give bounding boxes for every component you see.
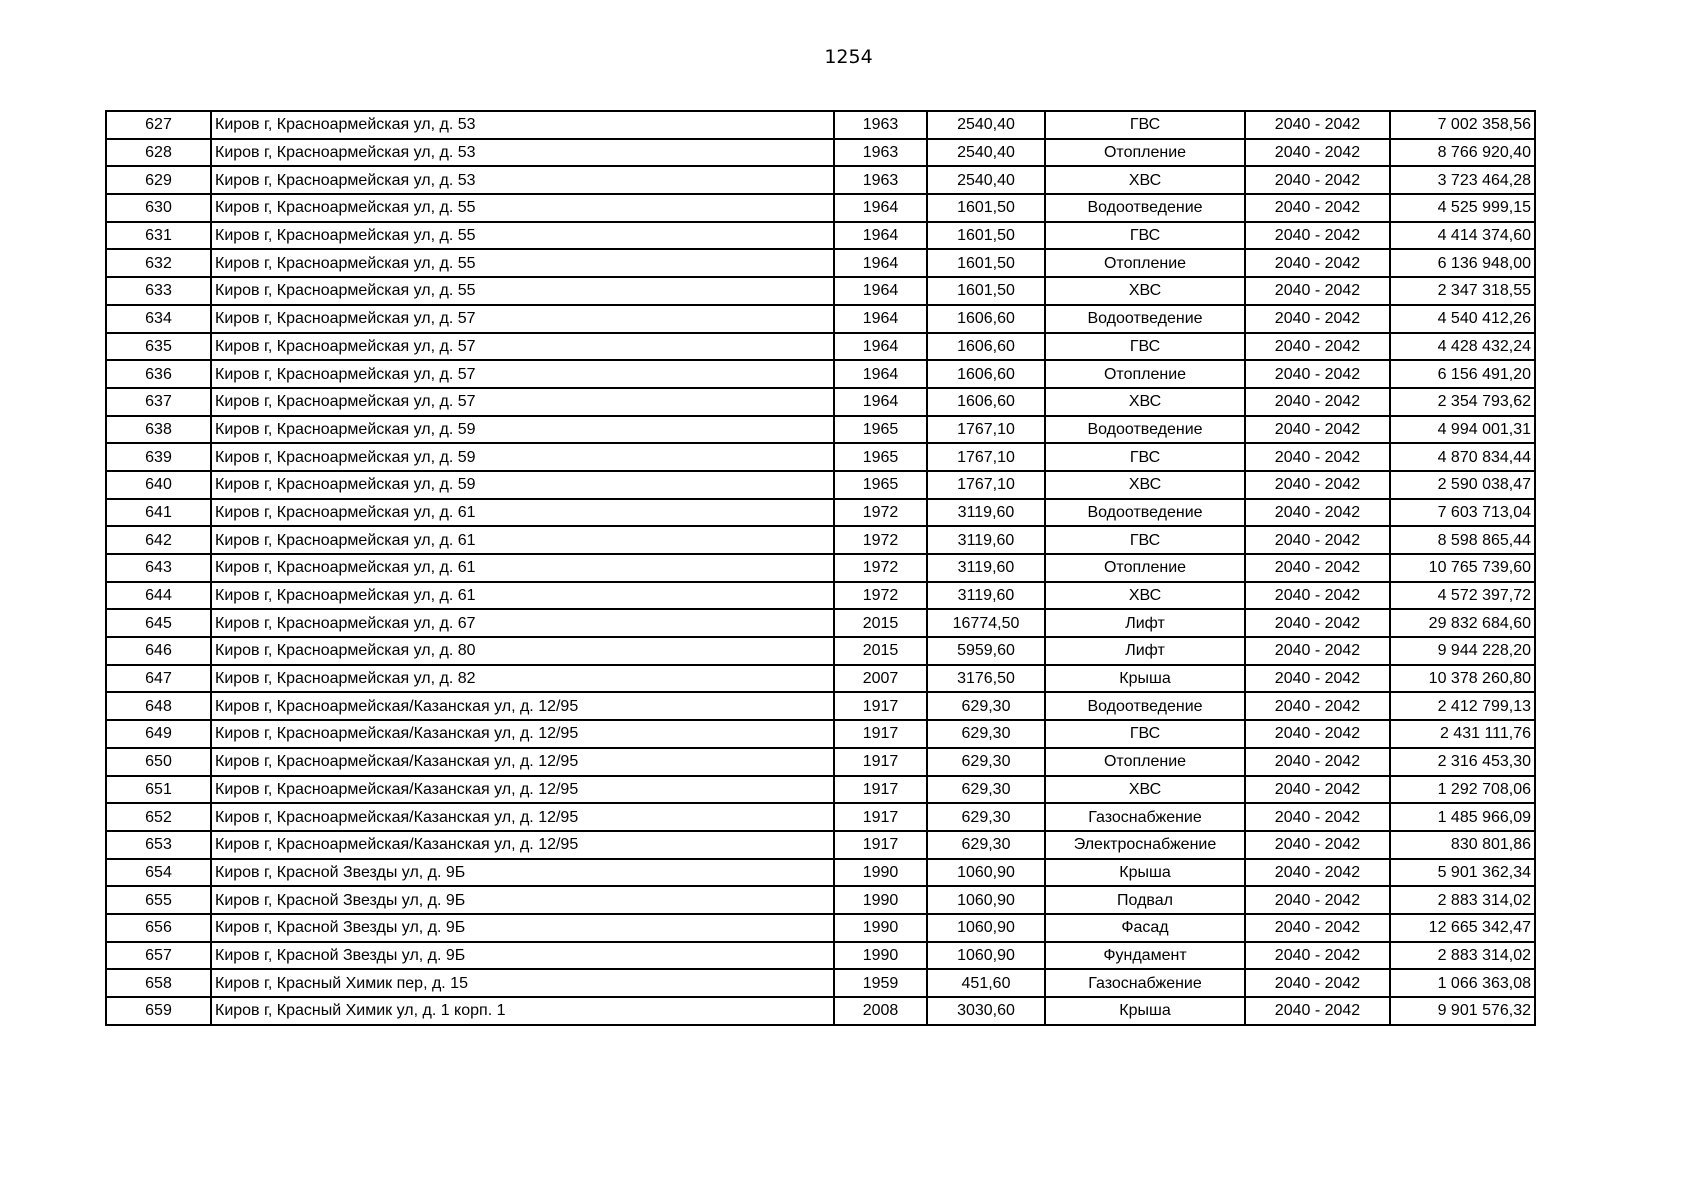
work-type-cell: Крыша: [1045, 859, 1245, 887]
period-cell: 2040 - 2042: [1245, 166, 1390, 194]
row-number-cell: 628: [106, 139, 211, 167]
work-type-cell: Отопление: [1045, 139, 1245, 167]
cost-cell: 9 944 228,20: [1390, 637, 1535, 665]
work-type-cell: Фасад: [1045, 914, 1245, 942]
year-built-cell: 2007: [834, 665, 927, 693]
row-number-cell: 647: [106, 665, 211, 693]
address-cell: Киров г, Красной Звезды ул, д. 9Б: [211, 859, 834, 887]
area-cell: 16774,50: [927, 609, 1045, 637]
row-number-cell: 658: [106, 969, 211, 997]
year-built-cell: 2015: [834, 609, 927, 637]
table-row: [106, 166, 1535, 194]
address-cell: Киров г, Красной Звезды ул, д. 9Б: [211, 886, 834, 914]
period-cell: 2040 - 2042: [1245, 360, 1390, 388]
row-number-cell: 641: [106, 499, 211, 527]
row-number-cell: 642: [106, 526, 211, 554]
table-row: [106, 914, 1535, 942]
address-cell: Киров г, Красноармейская ул, д. 53: [211, 139, 834, 167]
work-type-cell: ХВС: [1045, 277, 1245, 305]
period-cell: 2040 - 2042: [1245, 499, 1390, 527]
area-cell: 2540,40: [927, 166, 1045, 194]
cost-cell: 4 572 397,72: [1390, 582, 1535, 610]
cost-cell: 4 994 001,31: [1390, 416, 1535, 444]
period-cell: 2040 - 2042: [1245, 942, 1390, 970]
area-cell: 1060,90: [927, 859, 1045, 887]
cost-cell: 2 431 111,76: [1390, 720, 1535, 748]
period-cell: 2040 - 2042: [1245, 526, 1390, 554]
address-cell: Киров г, Красноармейская ул, д. 67: [211, 609, 834, 637]
cost-cell: 8 598 865,44: [1390, 526, 1535, 554]
year-built-cell: 1964: [834, 333, 927, 361]
cost-cell: 2 316 453,30: [1390, 748, 1535, 776]
address-cell: Киров г, Красноармейская ул, д. 55: [211, 277, 834, 305]
table-row: [106, 609, 1535, 637]
cost-cell: 2 590 038,47: [1390, 471, 1535, 499]
table-row: [106, 526, 1535, 554]
row-number-cell: 631: [106, 222, 211, 250]
row-number-cell: 656: [106, 914, 211, 942]
table-row: [106, 886, 1535, 914]
work-type-cell: Отопление: [1045, 360, 1245, 388]
address-cell: Киров г, Красный Химик пер, д. 15: [211, 969, 834, 997]
area-cell: 1060,90: [927, 914, 1045, 942]
cost-cell: 8 766 920,40: [1390, 139, 1535, 167]
area-cell: 3119,60: [927, 499, 1045, 527]
year-built-cell: 1965: [834, 443, 927, 471]
year-built-cell: 1959: [834, 969, 927, 997]
table-row: [106, 222, 1535, 250]
period-cell: 2040 - 2042: [1245, 637, 1390, 665]
row-number-cell: 629: [106, 166, 211, 194]
cost-cell: 5 901 362,34: [1390, 859, 1535, 887]
period-cell: 2040 - 2042: [1245, 831, 1390, 859]
row-number-cell: 657: [106, 942, 211, 970]
table-row: [106, 748, 1535, 776]
work-type-cell: Подвал: [1045, 886, 1245, 914]
area-cell: 2540,40: [927, 139, 1045, 167]
year-built-cell: 1972: [834, 554, 927, 582]
address-cell: Киров г, Красноармейская ул, д. 61: [211, 554, 834, 582]
year-built-cell: 1990: [834, 886, 927, 914]
period-cell: 2040 - 2042: [1245, 554, 1390, 582]
cost-cell: 830 801,86: [1390, 831, 1535, 859]
table-row: [106, 692, 1535, 720]
area-cell: 1606,60: [927, 305, 1045, 333]
cost-cell: 3 723 464,28: [1390, 166, 1535, 194]
year-built-cell: 1964: [834, 305, 927, 333]
year-built-cell: 1972: [834, 526, 927, 554]
row-number-cell: 638: [106, 416, 211, 444]
period-cell: 2040 - 2042: [1245, 333, 1390, 361]
year-built-cell: 1964: [834, 194, 927, 222]
table-row: [106, 388, 1535, 416]
area-cell: 3119,60: [927, 554, 1045, 582]
area-cell: 1767,10: [927, 443, 1045, 471]
period-cell: 2040 - 2042: [1245, 803, 1390, 831]
cost-cell: 1 066 363,08: [1390, 969, 1535, 997]
work-type-cell: ГВС: [1045, 333, 1245, 361]
table-row: [106, 776, 1535, 804]
area-cell: 3176,50: [927, 665, 1045, 693]
year-built-cell: 1964: [834, 249, 927, 277]
page-number: 1254: [824, 46, 873, 68]
area-cell: 1601,50: [927, 222, 1045, 250]
work-type-cell: Фундамент: [1045, 942, 1245, 970]
work-type-cell: ГВС: [1045, 111, 1245, 139]
registry-table: [105, 110, 1536, 1026]
table-row: [106, 499, 1535, 527]
work-type-cell: Водоотведение: [1045, 194, 1245, 222]
address-cell: Киров г, Красноармейская ул, д. 57: [211, 360, 834, 388]
year-built-cell: 1963: [834, 111, 927, 139]
cost-cell: 7 002 358,56: [1390, 111, 1535, 139]
cost-cell: 2 883 314,02: [1390, 886, 1535, 914]
area-cell: 1606,60: [927, 333, 1045, 361]
year-built-cell: 1964: [834, 388, 927, 416]
year-built-cell: 1917: [834, 720, 927, 748]
address-cell: Киров г, Красноармейская/Казанская ул, д. 12/95: [211, 831, 834, 859]
table-row: [106, 997, 1535, 1025]
area-cell: 629,30: [927, 831, 1045, 859]
row-number-cell: 635: [106, 333, 211, 361]
work-type-cell: Газоснабжение: [1045, 969, 1245, 997]
cost-cell: 29 832 684,60: [1390, 609, 1535, 637]
year-built-cell: 1972: [834, 499, 927, 527]
row-number-cell: 653: [106, 831, 211, 859]
address-cell: Киров г, Красноармейская ул, д. 59: [211, 471, 834, 499]
area-cell: 1060,90: [927, 886, 1045, 914]
row-number-cell: 632: [106, 249, 211, 277]
period-cell: 2040 - 2042: [1245, 416, 1390, 444]
work-type-cell: Отопление: [1045, 554, 1245, 582]
row-number-cell: 659: [106, 997, 211, 1025]
address-cell: Киров г, Красноармейская ул, д. 57: [211, 305, 834, 333]
table-row: [106, 139, 1535, 167]
address-cell: Киров г, Красноармейская ул, д. 53: [211, 166, 834, 194]
row-number-cell: 644: [106, 582, 211, 610]
cost-cell: 4 414 374,60: [1390, 222, 1535, 250]
area-cell: 629,30: [927, 776, 1045, 804]
year-built-cell: 1963: [834, 166, 927, 194]
work-type-cell: Электроснабжение: [1045, 831, 1245, 859]
table-row: [106, 665, 1535, 693]
work-type-cell: ГВС: [1045, 526, 1245, 554]
cost-cell: 9 901 576,32: [1390, 997, 1535, 1025]
address-cell: Киров г, Красноармейская ул, д. 55: [211, 249, 834, 277]
row-number-cell: 630: [106, 194, 211, 222]
area-cell: 2540,40: [927, 111, 1045, 139]
table-row: [106, 803, 1535, 831]
address-cell: Киров г, Красной Звезды ул, д. 9Б: [211, 914, 834, 942]
address-cell: Киров г, Красной Звезды ул, д. 9Б: [211, 942, 834, 970]
table-row: [106, 194, 1535, 222]
work-type-cell: Крыша: [1045, 997, 1245, 1025]
area-cell: 1601,50: [927, 194, 1045, 222]
work-type-cell: Лифт: [1045, 637, 1245, 665]
period-cell: 2040 - 2042: [1245, 471, 1390, 499]
work-type-cell: ХВС: [1045, 582, 1245, 610]
work-type-cell: Отопление: [1045, 748, 1245, 776]
work-type-cell: ГВС: [1045, 443, 1245, 471]
table-row: [106, 443, 1535, 471]
year-built-cell: 1964: [834, 360, 927, 388]
cost-cell: 4 870 834,44: [1390, 443, 1535, 471]
row-number-cell: 649: [106, 720, 211, 748]
period-cell: 2040 - 2042: [1245, 609, 1390, 637]
table-row: [106, 305, 1535, 333]
row-number-cell: 651: [106, 776, 211, 804]
address-cell: Киров г, Красноармейская ул, д. 55: [211, 222, 834, 250]
address-cell: Киров г, Красноармейская/Казанская ул, д. 12/95: [211, 776, 834, 804]
table-row: [106, 277, 1535, 305]
area-cell: 1606,60: [927, 360, 1045, 388]
year-built-cell: 1990: [834, 859, 927, 887]
row-number-cell: 654: [106, 859, 211, 887]
year-built-cell: 1964: [834, 277, 927, 305]
year-built-cell: 1964: [834, 222, 927, 250]
area-cell: 3119,60: [927, 526, 1045, 554]
cost-cell: 4 540 412,26: [1390, 305, 1535, 333]
row-number-cell: 634: [106, 305, 211, 333]
period-cell: 2040 - 2042: [1245, 249, 1390, 277]
cost-cell: 2 347 318,55: [1390, 277, 1535, 305]
address-cell: Киров г, Красноармейская ул, д. 53: [211, 111, 834, 139]
row-number-cell: 627: [106, 111, 211, 139]
cost-cell: 12 665 342,47: [1390, 914, 1535, 942]
period-cell: 2040 - 2042: [1245, 139, 1390, 167]
table-row: [106, 333, 1535, 361]
table-row: [106, 942, 1535, 970]
row-number-cell: 643: [106, 554, 211, 582]
area-cell: 3119,60: [927, 582, 1045, 610]
area-cell: 1767,10: [927, 416, 1045, 444]
row-number-cell: 639: [106, 443, 211, 471]
period-cell: 2040 - 2042: [1245, 859, 1390, 887]
table-row: [106, 969, 1535, 997]
area-cell: 629,30: [927, 803, 1045, 831]
row-number-cell: 655: [106, 886, 211, 914]
row-number-cell: 648: [106, 692, 211, 720]
period-cell: 2040 - 2042: [1245, 748, 1390, 776]
address-cell: Киров г, Красноармейская ул, д. 61: [211, 499, 834, 527]
work-type-cell: Газоснабжение: [1045, 803, 1245, 831]
address-cell: Киров г, Красноармейская ул, д. 57: [211, 333, 834, 361]
period-cell: 2040 - 2042: [1245, 582, 1390, 610]
cost-cell: 6 136 948,00: [1390, 249, 1535, 277]
area-cell: 3030,60: [927, 997, 1045, 1025]
period-cell: 2040 - 2042: [1245, 277, 1390, 305]
period-cell: 2040 - 2042: [1245, 194, 1390, 222]
address-cell: Киров г, Красноармейская ул, д. 59: [211, 443, 834, 471]
area-cell: 451,60: [927, 969, 1045, 997]
period-cell: 2040 - 2042: [1245, 720, 1390, 748]
year-built-cell: 1917: [834, 803, 927, 831]
work-type-cell: Водоотведение: [1045, 692, 1245, 720]
address-cell: Киров г, Красноармейская ул, д. 61: [211, 526, 834, 554]
row-number-cell: 645: [106, 609, 211, 637]
area-cell: 1606,60: [927, 388, 1045, 416]
row-number-cell: 640: [106, 471, 211, 499]
address-cell: Киров г, Красноармейская ул, д. 80: [211, 637, 834, 665]
table-row: [106, 720, 1535, 748]
cost-cell: 2 354 793,62: [1390, 388, 1535, 416]
work-type-cell: Водоотведение: [1045, 416, 1245, 444]
row-number-cell: 637: [106, 388, 211, 416]
work-type-cell: ХВС: [1045, 776, 1245, 804]
address-cell: Киров г, Красноармейская ул, д. 57: [211, 388, 834, 416]
table-row: [106, 471, 1535, 499]
year-built-cell: 1917: [834, 748, 927, 776]
cost-cell: 1 292 708,06: [1390, 776, 1535, 804]
table-row: [106, 637, 1535, 665]
year-built-cell: 2015: [834, 637, 927, 665]
table-row: [106, 554, 1535, 582]
area-cell: 5959,60: [927, 637, 1045, 665]
area-cell: 1767,10: [927, 471, 1045, 499]
year-built-cell: 2008: [834, 997, 927, 1025]
year-built-cell: 1990: [834, 942, 927, 970]
year-built-cell: 1963: [834, 139, 927, 167]
address-cell: Киров г, Красноармейская/Казанская ул, д. 12/95: [211, 803, 834, 831]
period-cell: 2040 - 2042: [1245, 969, 1390, 997]
area-cell: 629,30: [927, 692, 1045, 720]
table-row: [106, 111, 1535, 139]
address-cell: Киров г, Красноармейская ул, д. 61: [211, 582, 834, 610]
table-row: [106, 831, 1535, 859]
cost-cell: 10 765 739,60: [1390, 554, 1535, 582]
period-cell: 2040 - 2042: [1245, 222, 1390, 250]
cost-cell: 2 412 799,13: [1390, 692, 1535, 720]
address-cell: Киров г, Красноармейская/Казанская ул, д. 12/95: [211, 692, 834, 720]
table-row: [106, 360, 1535, 388]
cost-cell: 4 428 432,24: [1390, 333, 1535, 361]
area-cell: 1601,50: [927, 277, 1045, 305]
table-row: [106, 249, 1535, 277]
period-cell: 2040 - 2042: [1245, 692, 1390, 720]
row-number-cell: 646: [106, 637, 211, 665]
row-number-cell: 633: [106, 277, 211, 305]
table-row: [106, 859, 1535, 887]
registry-table-body: [106, 111, 1535, 1025]
work-type-cell: ГВС: [1045, 720, 1245, 748]
cost-cell: 1 485 966,09: [1390, 803, 1535, 831]
area-cell: 629,30: [927, 720, 1045, 748]
work-type-cell: ГВС: [1045, 222, 1245, 250]
work-type-cell: ХВС: [1045, 471, 1245, 499]
year-built-cell: 1917: [834, 692, 927, 720]
period-cell: 2040 - 2042: [1245, 111, 1390, 139]
cost-cell: 7 603 713,04: [1390, 499, 1535, 527]
period-cell: 2040 - 2042: [1245, 388, 1390, 416]
table-row: [106, 582, 1535, 610]
area-cell: 629,30: [927, 748, 1045, 776]
year-built-cell: 1972: [834, 582, 927, 610]
address-cell: Киров г, Красноармейская ул, д. 59: [211, 416, 834, 444]
work-type-cell: Водоотведение: [1045, 305, 1245, 333]
address-cell: Киров г, Красноармейская ул, д. 82: [211, 665, 834, 693]
cost-cell: 6 156 491,20: [1390, 360, 1535, 388]
period-cell: 2040 - 2042: [1245, 886, 1390, 914]
year-built-cell: 1917: [834, 831, 927, 859]
address-cell: Киров г, Красный Химик ул, д. 1 корп. 1: [211, 997, 834, 1025]
period-cell: 2040 - 2042: [1245, 305, 1390, 333]
work-type-cell: Лифт: [1045, 609, 1245, 637]
address-cell: Киров г, Красноармейская/Казанская ул, д. 12/95: [211, 720, 834, 748]
row-number-cell: 650: [106, 748, 211, 776]
year-built-cell: 1965: [834, 471, 927, 499]
cost-cell: 10 378 260,80: [1390, 665, 1535, 693]
cost-cell: 4 525 999,15: [1390, 194, 1535, 222]
year-built-cell: 1990: [834, 914, 927, 942]
year-built-cell: 1965: [834, 416, 927, 444]
row-number-cell: 652: [106, 803, 211, 831]
work-type-cell: Отопление: [1045, 249, 1245, 277]
row-number-cell: 636: [106, 360, 211, 388]
period-cell: 2040 - 2042: [1245, 443, 1390, 471]
year-built-cell: 1917: [834, 776, 927, 804]
work-type-cell: ХВС: [1045, 166, 1245, 194]
cost-cell: 2 883 314,02: [1390, 942, 1535, 970]
period-cell: 2040 - 2042: [1245, 776, 1390, 804]
area-cell: 1060,90: [927, 942, 1045, 970]
work-type-cell: ХВС: [1045, 388, 1245, 416]
address-cell: Киров г, Красноармейская/Казанская ул, д. 12/95: [211, 748, 834, 776]
work-type-cell: Крыша: [1045, 665, 1245, 693]
period-cell: 2040 - 2042: [1245, 665, 1390, 693]
address-cell: Киров г, Красноармейская ул, д. 55: [211, 194, 834, 222]
table-row: [106, 416, 1535, 444]
period-cell: 2040 - 2042: [1245, 997, 1390, 1025]
work-type-cell: Водоотведение: [1045, 499, 1245, 527]
period-cell: 2040 - 2042: [1245, 914, 1390, 942]
area-cell: 1601,50: [927, 249, 1045, 277]
